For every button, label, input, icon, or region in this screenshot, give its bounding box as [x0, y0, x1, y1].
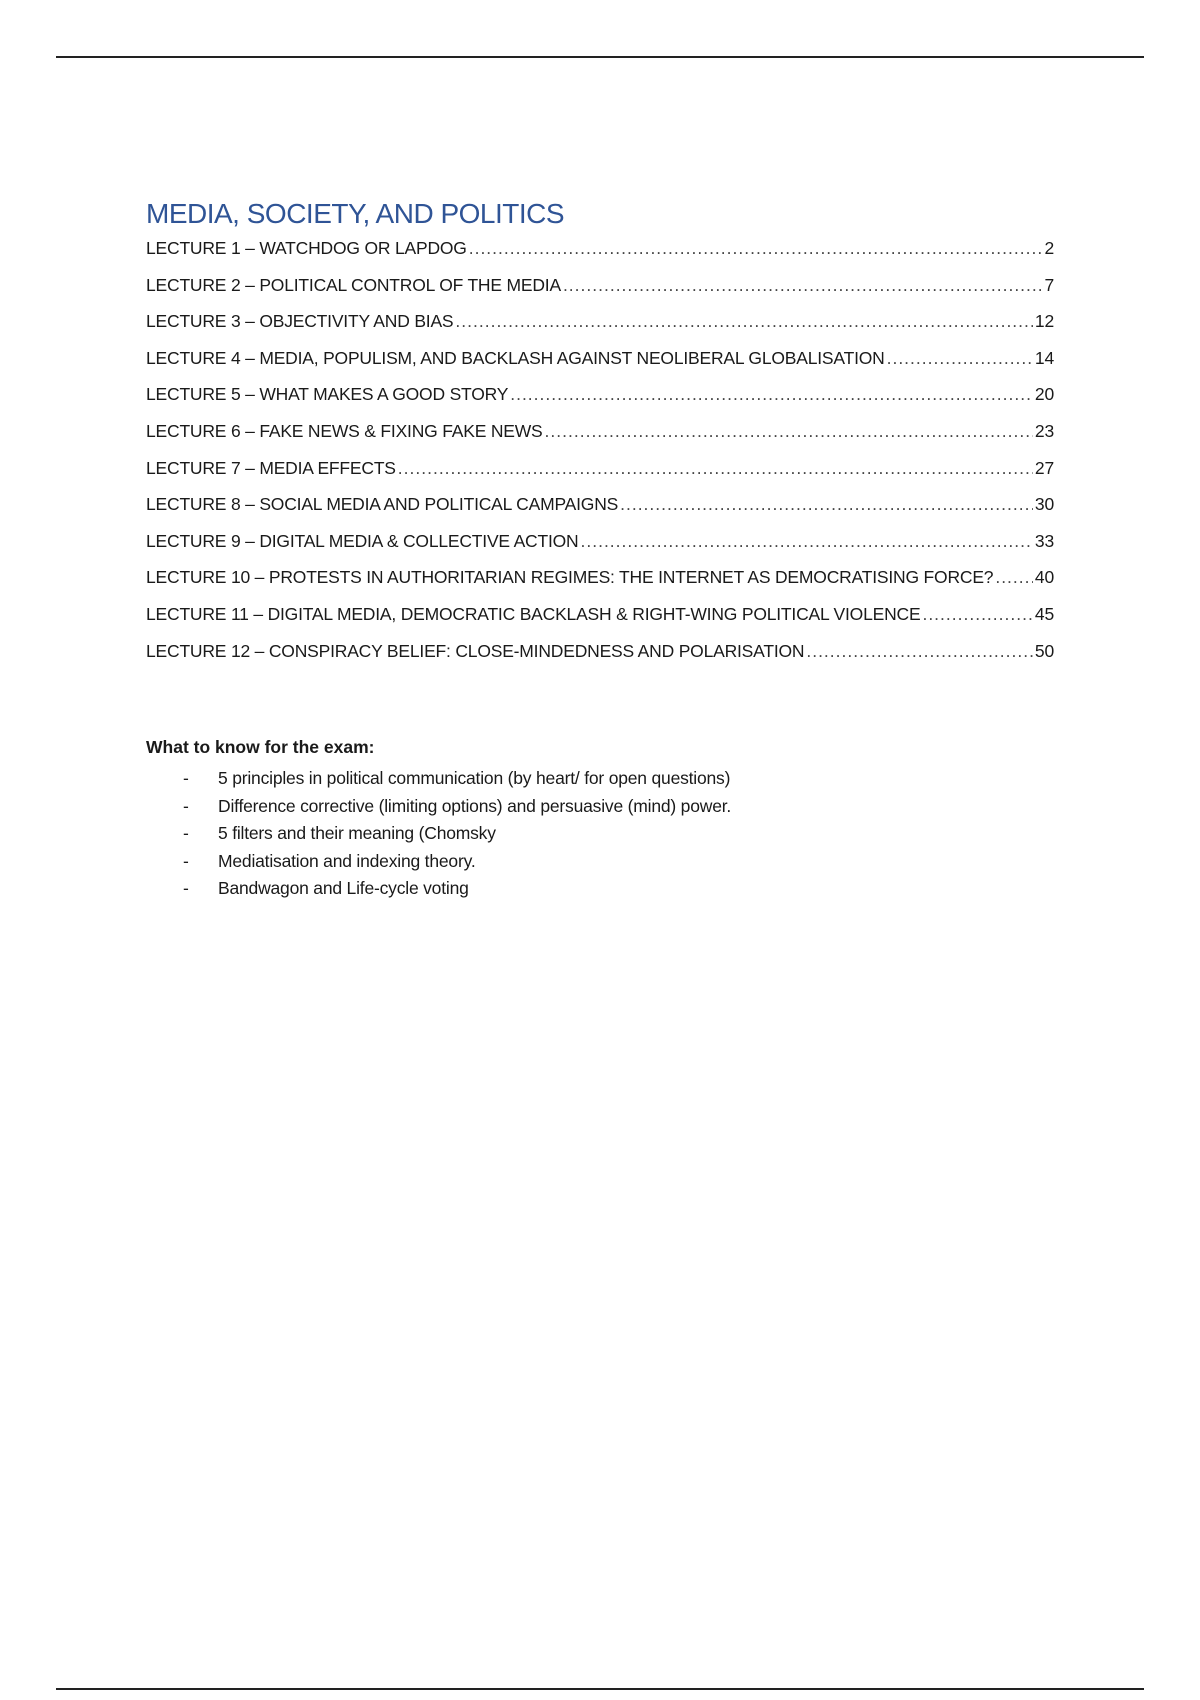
toc-entry-page: 45 [1034, 603, 1054, 624]
toc-entry-title: LECTURE 9 – DIGITAL MEDIA & COLLECTIVE ACTION [146, 530, 579, 551]
toc-entry-title: LECTURE 2 – POLITICAL CONTROL OF THE MEDIA [146, 274, 561, 295]
list-item [146, 875, 1054, 903]
toc-entry-title: LECTURE 10 – PROTESTS IN AUTHORITARIAN REGIMES: THE INTERNET AS DEMOCRATISING FORCE? [146, 567, 994, 588]
toc-leader-dots [887, 348, 1033, 369]
toc-entry[interactable] [146, 458, 1054, 495]
toc-entry[interactable] [146, 494, 1054, 531]
toc-leader-dots [563, 275, 1043, 296]
toc-entry-page: 50 [1034, 640, 1054, 661]
toc-entry-page: 33 [1034, 530, 1054, 551]
toc-entry-page: 40 [1034, 567, 1054, 588]
list-item-text: 5 principles in political communication (by heart/ for open questions) [218, 768, 731, 789]
toc-leader-dots [398, 458, 1033, 479]
toc-leader-dots [922, 604, 1032, 625]
toc-entry-page: 27 [1034, 457, 1054, 478]
toc-entry[interactable] [146, 275, 1054, 312]
list-item-text: Mediatisation and indexing theory. [218, 850, 476, 871]
toc-entry-page: 2 [1044, 238, 1054, 258]
toc-entry-page: 7 [1044, 274, 1054, 295]
list-item [146, 848, 1054, 876]
document-title: MEDIA, SOCIETY, AND POLITICS [146, 198, 565, 229]
toc-leader-dots [806, 641, 1033, 662]
exam-section [146, 735, 1054, 903]
dash-bullet-icon: - [183, 878, 189, 899]
dash-bullet-icon: - [183, 768, 189, 789]
toc-leader-dots [510, 384, 1033, 405]
dash-bullet-icon: - [183, 795, 189, 816]
toc-entry-page: 12 [1034, 311, 1054, 332]
header-rule [56, 56, 1144, 58]
toc-leader-dots [455, 311, 1033, 332]
toc-entry-title: LECTURE 8 – SOCIAL MEDIA AND POLITICAL CAMPAIGNS [146, 494, 619, 515]
list-item-text: Difference corrective (limiting options) and persuasive (mind) power. [218, 795, 732, 816]
toc-entry-title: LECTURE 6 – FAKE NEWS & FIXING FAKE NEWS [146, 420, 543, 441]
toc-entry-title: LECTURE 1 – WATCHDOG OR LAPDOG [146, 238, 467, 258]
toc-entry[interactable] [146, 567, 1054, 604]
toc-leader-dots [581, 531, 1033, 552]
toc-entry-title: LECTURE 12 – CONSPIRACY BELIEF: CLOSE-MINDEDNESS AND POLARISATION [146, 640, 805, 661]
toc-leader-dots [545, 421, 1033, 442]
exam-list [146, 765, 1054, 903]
list-item-text: 5 filters and their meaning (Chomsky [218, 823, 496, 844]
list-item [146, 793, 1054, 821]
toc-entry[interactable] [146, 421, 1054, 458]
toc-entry-page: 30 [1034, 494, 1054, 515]
toc-entry[interactable] [146, 348, 1054, 385]
footer-rule [56, 1688, 1144, 1690]
toc-entry-title: LECTURE 5 – WHAT MAKES A GOOD STORY [146, 384, 509, 405]
toc-entry-page: 23 [1034, 420, 1054, 441]
toc-entry-title: LECTURE 4 – MEDIA, POPULISM, AND BACKLASH AGAINST NEOLIBERAL GLOBALISATION [146, 347, 885, 368]
toc-entry[interactable] [146, 604, 1054, 641]
toc-entry[interactable] [146, 384, 1054, 421]
toc-entry-title: LECTURE 7 – MEDIA EFFECTS [146, 457, 396, 478]
toc-leader-dots [469, 238, 1043, 259]
toc-leader-dots [995, 567, 1033, 588]
list-item [146, 765, 1054, 793]
exam-heading: What to know for the exam: [146, 737, 375, 758]
toc-entry-page: 14 [1034, 347, 1054, 368]
dash-bullet-icon: - [183, 850, 189, 871]
document-body [146, 196, 1054, 903]
toc-entry[interactable] [146, 238, 1054, 275]
table-of-contents [146, 238, 1054, 677]
toc-entry-page: 20 [1034, 384, 1054, 405]
toc-entry-title: LECTURE 11 – DIGITAL MEDIA, DEMOCRATIC BACKLASH & RIGHT-WING POLITICAL VIOLENCE [146, 603, 921, 624]
toc-entry[interactable] [146, 311, 1054, 348]
toc-leader-dots [620, 494, 1033, 515]
toc-entry[interactable] [146, 641, 1054, 678]
list-item-text: Bandwagon and Life-cycle voting [218, 878, 469, 899]
toc-entry-title: LECTURE 3 – OBJECTIVITY AND BIAS [146, 311, 454, 332]
toc-entry[interactable] [146, 531, 1054, 568]
list-item [146, 820, 1054, 848]
dash-bullet-icon: - [183, 823, 189, 844]
